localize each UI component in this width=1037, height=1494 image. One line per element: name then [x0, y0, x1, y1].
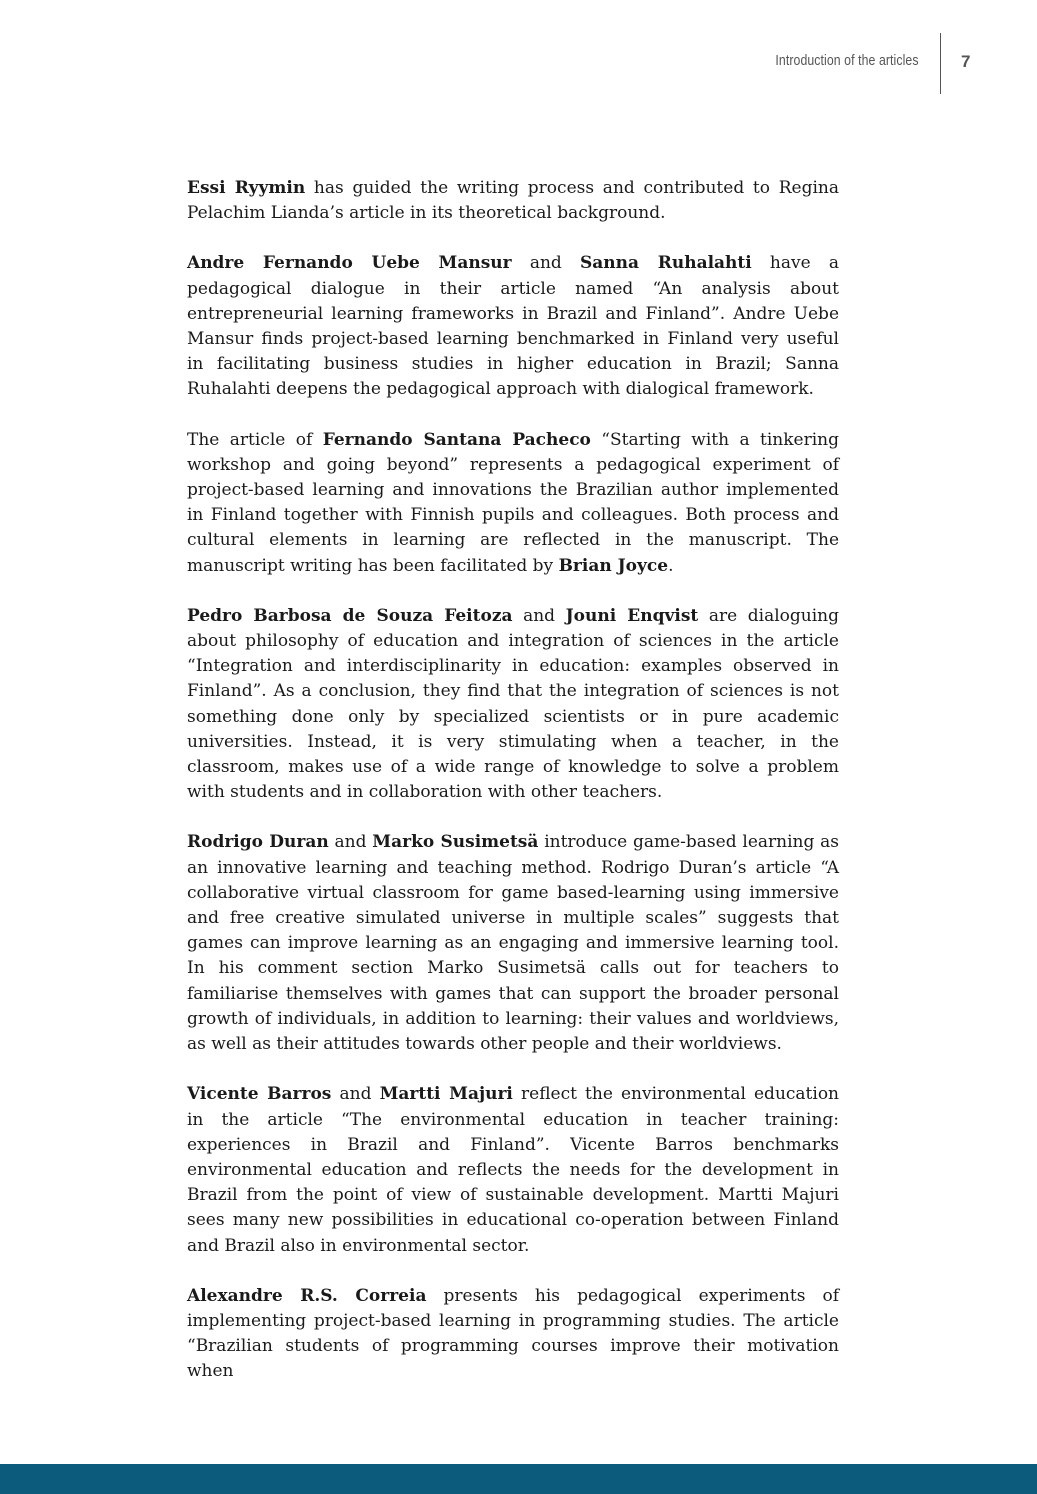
paragraph-mansur-ruhalahti [187, 251, 839, 402]
author-name: Jouni Enqvist [565, 605, 699, 626]
paragraph-text: “Starting with a tinkering workshop and going beyond” represents a pedagogical experiment of project-based learning and innovations the Brazilian author implemented in Finland together with Finnish pupils and colleagues. Both process and cultural elements in learning are reflected in the manuscript. The manuscript writing has been facilitated by [187, 429, 839, 576]
author-name: Essi Ryymin [187, 178, 306, 198]
paragraph-text: presents his pedagogical experiments of implementing project-based learning in programming studies. The article “Brazilian students of programming courses improve their motivation when [187, 1285, 840, 1382]
author-name: Martti Majuri [379, 1084, 513, 1105]
footer-bar [0, 1464, 1037, 1494]
paragraph-text: introduce game-based learning as an innovative learning and teaching method. Rodrigo Duran’s article “A collaborative virtual classroom for game based-learning using immersive and free creative simulated universe in multiple scales” suggests that games can improve learning as an engaging and immersive learning tool. In his comment section Marko Susimetsä calls out for teachers to familiarise themselves with games that can support the broader personal growth of individuals, in addition to learning: their values and worldviews, as well as their attitudes towards other people and their worldviews. [187, 832, 839, 1055]
paragraph-text: and [511, 253, 580, 274]
paragraph-text: has guided the writing process and contributed to Regina Pelachim Lianda’s article in its theoretical background. [187, 178, 839, 224]
paragraph-barros-majuri [187, 1082, 839, 1258]
author-name: Brian Joyce [558, 555, 669, 576]
author-name: Andre Fernando Uebe Mansur [187, 253, 512, 274]
author-name: Marko Susimetsä [372, 832, 539, 853]
paragraph-text: The article of [187, 429, 323, 450]
paragraph-text: are dialoguing about philosophy of education and integration of sciences in the article “Integration and interdisciplinarity in education: examples observed in Finland”. As a conclusion, they find that the integration of sciences is not something done only by specialized scientists or in pure academic universities. Instead, it is very stimulating when a teacher, in the classroom, makes use of a wide range of knowledge to solve a problem with students and in collaboration with other teachers. [187, 605, 839, 803]
paragraph-ryymin [187, 176, 839, 226]
author-name: Pedro Barbosa de Souza Feitoza [187, 605, 513, 626]
running-head-title: Introduction of the articles [775, 52, 919, 69]
header-divider [940, 33, 941, 94]
paragraph-text: and [328, 832, 373, 853]
author-name: Fernando Santana Pacheco [322, 429, 591, 450]
paragraph-text: have a pedagogical dialogue in their article named “An analysis about entrepreneurial learning frameworks in Brazil and Finland”. Andre Uebe Mansur finds project-based learning benchmarked in Finland very useful in facilitating business studies in higher education in Brazil; Sanna Ruhalahti deepens the pedagogical approach with dialogical framework. [187, 253, 839, 400]
paragraph-duran-susimetsa [187, 830, 839, 1057]
paragraph-feitoza-enqvist [187, 604, 839, 806]
page-number: 7 [961, 52, 971, 71]
paragraph-text: reflect the environmental education in the article “The environmental education in teacher training: experiences in Brazil and Finland”. Vicente Barros benchmarks environmental education and reflects the needs for the development in Brazil from the point of view of sustainable development. Martti Majuri sees many new possibilities in educational co-operation between Finland and Brazil also in environmental sector. [187, 1084, 839, 1256]
author-name: Sanna Ruhalahti [579, 253, 752, 274]
author-name: Alexandre R.S. Correia [187, 1285, 427, 1306]
paragraph-pacheco [187, 428, 839, 579]
article-body [187, 176, 839, 1410]
paragraph-text: and [512, 605, 566, 626]
paragraph-correia [187, 1284, 839, 1385]
paragraph-text: . [668, 555, 674, 576]
author-name: Vicente Barros [187, 1084, 332, 1105]
author-name: Rodrigo Duran [187, 832, 329, 853]
paragraph-text: and [331, 1084, 380, 1105]
